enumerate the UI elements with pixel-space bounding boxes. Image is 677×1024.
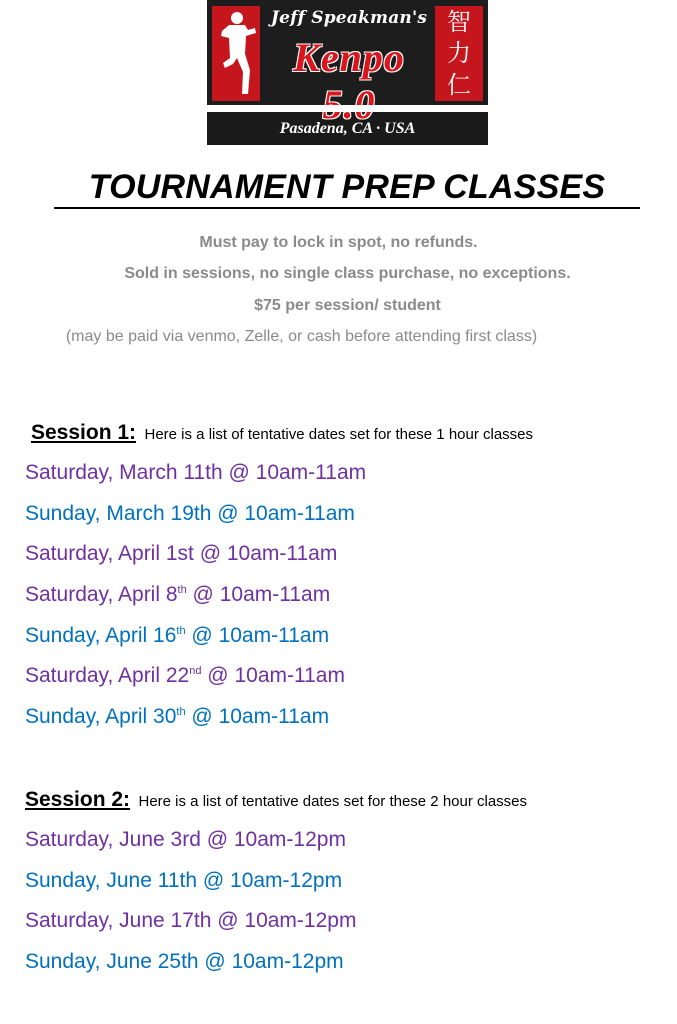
session-1-label: Session 1: — [31, 421, 137, 444]
date-text: Saturday, June 3rd — [25, 828, 201, 851]
logo-script-line: Jeff Speakman's — [270, 8, 428, 28]
date-text: Saturday, June 17th — [25, 909, 212, 932]
title-underline — [54, 207, 640, 209]
session-2-date-4 — [25, 950, 344, 974]
logo-kanji-3: 仁 — [447, 71, 471, 100]
time-text: @ 10am-11am — [222, 461, 367, 484]
time-text: @ 10am-12pm — [211, 909, 357, 932]
note-price: $75 per session/ student — [254, 297, 441, 314]
ordinal-suffix: th — [176, 625, 186, 637]
session-1-date-6 — [25, 664, 345, 688]
session-2-date-1 — [25, 828, 346, 852]
date-text: Saturday, March 11th — [25, 461, 223, 484]
time-text: @ 10am-12pm — [198, 950, 344, 973]
session-1-date-7 — [25, 705, 329, 729]
session-1-description: Here is a list of tentative dates set for these 1 hour classes — [144, 426, 534, 443]
date-text: Sunday, June 25th — [25, 950, 199, 973]
time-text: @ 10am-11am — [186, 583, 331, 606]
time-text: @ 10am-12pm — [197, 869, 343, 892]
time-text: @ 10am-11am — [193, 542, 338, 565]
page-title: TOURNAMENT PREP CLASSES — [88, 168, 606, 206]
session-1-date-2 — [25, 502, 355, 526]
session-2-label: Session 2: — [25, 788, 131, 811]
session-1-date-5 — [25, 624, 329, 648]
session-2-description: Here is a list of tentative dates set for these 2 hour classes — [138, 793, 528, 810]
time-text: @ 10am-11am — [185, 624, 330, 647]
time-text: @ 10am-11am — [185, 705, 330, 728]
date-text: Saturday, April 22 — [25, 664, 190, 687]
session-1-date-3 — [25, 542, 337, 566]
session-1-date-1 — [25, 461, 366, 485]
time-text: @ 10am-12pm — [200, 828, 346, 851]
logo-kanji-1: 智 — [447, 7, 471, 36]
session-1-date-4 — [25, 583, 330, 607]
date-text: Sunday, June 11th — [25, 869, 198, 892]
ordinal-suffix: th — [176, 706, 186, 718]
time-text: @ 10am-11am — [211, 502, 355, 525]
logo-kanji-2: 力 — [447, 39, 471, 68]
session-2-date-3 — [25, 909, 356, 933]
kenpo-logo — [207, 0, 488, 145]
date-text: Sunday, April 16 — [25, 624, 177, 647]
note-sessions: Sold in sessions, no single class purchase, no exceptions. — [124, 265, 571, 282]
session-2-date-2 — [25, 869, 342, 893]
date-text: Saturday, April 8 — [25, 583, 178, 606]
time-text: @ 10am-11am — [201, 664, 345, 687]
ordinal-suffix: nd — [189, 665, 202, 677]
logo-separator — [207, 105, 488, 112]
note-payment-methods: (may be paid via venmo, Zelle, or cash before attending first class) — [65, 328, 538, 345]
note-payment: Must pay to lock in spot, no refunds. — [199, 234, 478, 251]
logo-kanji-column — [435, 6, 483, 101]
date-text: Saturday, April 1st — [25, 542, 194, 565]
session-2-heading — [25, 788, 527, 812]
ordinal-suffix: th — [177, 584, 187, 596]
session-1-heading — [31, 421, 533, 445]
date-text: Sunday, March 19th — [25, 502, 212, 525]
martial-artist-silhouette-icon — [215, 8, 257, 98]
date-text: Sunday, April 30 — [25, 705, 177, 728]
logo-brand-name: Kenpo — [293, 35, 405, 80]
logo-location: Pasadena, CA · USA — [279, 119, 416, 137]
